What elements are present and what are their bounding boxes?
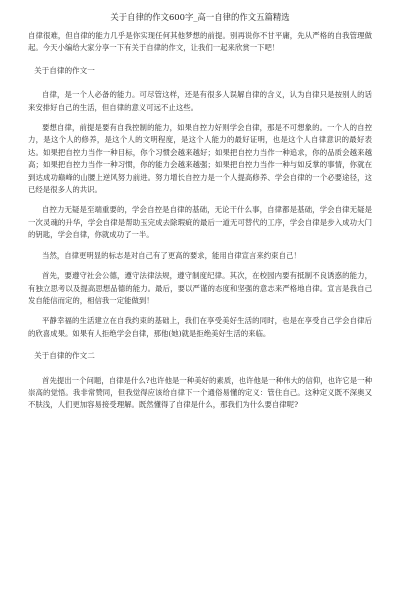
paragraph: 要想自律，前提是要有自我控制的能力，如果自控力好则学会自律，那是不可想象的。一个人的自控力，是这个人的修养，是这个人的文明程度，是这个人能力的最好证明，也是这个人自律意识的最好表达。如果把自控力当作一种目标，你个习惯会越来越好；如果把自控力当作一种追求，你的品质会越来越高；如果把自控力当作一种习惯，你的能力会越来越强；如果把自控力当作一种与如反掌的事情，你就在到达成功巅峰的山腰上逆风努力前进。努力增长自控力是一个人提高修养、学会自律的一个必要途径，这已经是很多人的共识。 <box>28 123 372 195</box>
paragraph: 平静幸福的生活建立在自我约束的基础上，我们在享受美好生活的同时，也是在享受自己学会自律后的欣喜成果。如果有人拒绝学会自律，那他(她)就是拒绝美好生活的来临。 <box>28 316 372 338</box>
intro-paragraph: 自律很难，但自律的能力几乎是你实现任何其他梦想的前提。别再说你不甘平庸，先从严格的自我管理做起。今天小编给大家分享一下有关于自律的作文，让我们一起来欣赏一下吧！ <box>28 31 372 53</box>
paragraph: 首先，要遵守社会公德，遵守法律法规，遵守制度纪律。其次，在校园内要有抵制不良诱惑的能力，有独立思考以及提高思想品德的能力。最后，要以严谨的态度和坚强的意志来严格地自律。宣言是我自己发自能信而定的，相信我一定能做到！ <box>28 271 372 305</box>
document-title: 关于自律的作文600字_高一自律的作文五篇精选 <box>110 12 290 22</box>
paragraph: 当然，自律更明显的标志是对自己有了更高的要求，能用自律宣言来约束自己！ <box>42 250 301 260</box>
section-heading: 关于自律的作文二 <box>34 351 95 361</box>
paragraph: 首先提出一个问题，自律是什么?也许他是一种美好的素质，也许他是一种伟大的信仰，也许它是一种崇高的觉悟。我非常赞同，但我觉得应该给自律下一个通俗易懂的定义：管住自己。这种定义既不深奥又不肤浅，人们更加容易接受理解。既然懂得了自律是什么，那我们为什么要自律呢? <box>28 375 372 410</box>
section-heading: 关于自律的作文一 <box>34 65 95 75</box>
paragraph: 自控力无疑是至端重要的，学会自控是自律的基础，无论干什么事，自律都是基础，学会自律无疑是一次灵魂的升华，学会自律是帮助玉完成去除瑕疵的最后一道无可替代的工序，学会自律是步入成功大门的钥匙，学会自律，你就成功了一半。 <box>28 205 372 240</box>
paragraph: 自律，是一个人必备的能力。可尽管这样，还是有很多人误解自律的含义，认为自律只是按别人的话来安排好自己的生活，但自律的意义可远不止这些。 <box>28 90 372 112</box>
